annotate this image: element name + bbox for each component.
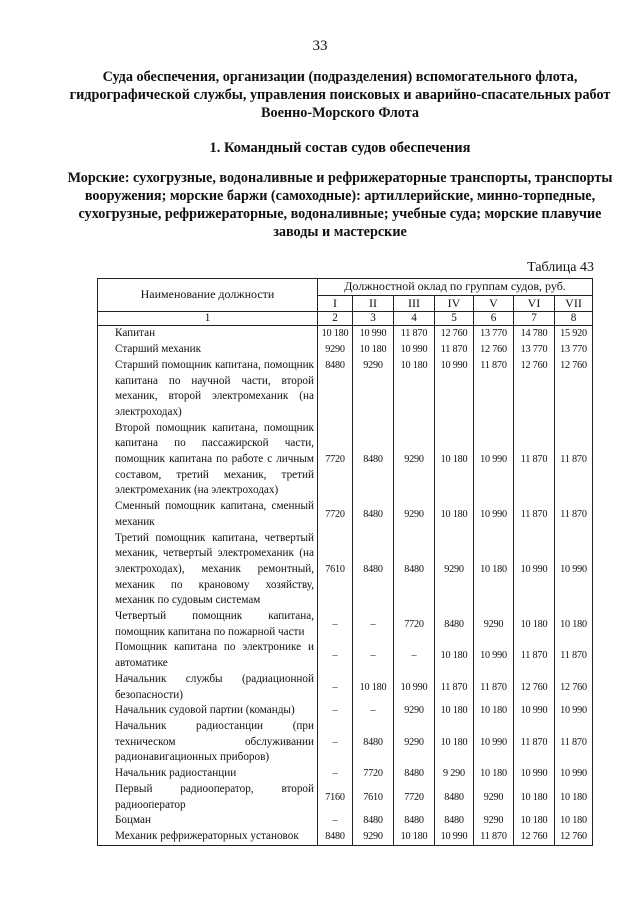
table-row	[98, 421, 593, 500]
header-salary: Должностной оклад по группам судов, руб.	[318, 279, 593, 296]
salary-value: –	[318, 719, 353, 766]
salary-value: 11 870	[474, 672, 514, 703]
salary-value: 9290	[435, 531, 474, 610]
column-number: 2	[318, 312, 353, 326]
position-name: Второй помощник капитана, помощник капитана по пассажирской части, помощник капитана по работе с личным составом, третий механик, третий электромеханик (на электроходах)	[115, 421, 314, 497]
header-name: Наименование должности	[98, 279, 318, 312]
salary-value: 8480	[435, 813, 474, 829]
salary-value: –	[353, 640, 394, 671]
salary-value: 10 990	[514, 703, 555, 719]
salary-value: 10 180	[555, 813, 593, 829]
position-name: Старший механик	[115, 343, 202, 356]
salary-value: 10 990	[474, 640, 514, 671]
salary-value: 7720	[318, 421, 353, 500]
salary-value: 9290	[394, 703, 435, 719]
salary-value: 11 870	[514, 499, 555, 530]
position-name: Помощник капитана по электронике и автоматике	[115, 641, 314, 670]
salary-value: 8480	[394, 766, 435, 782]
salary-value: 12 760	[514, 829, 555, 845]
salary-value: 12 760	[555, 358, 593, 421]
table-row	[98, 358, 593, 421]
salary-value: 9290	[394, 719, 435, 766]
salary-value: 10 180	[474, 766, 514, 782]
salary-value: 11 870	[555, 499, 593, 530]
salary-value: 11 870	[435, 342, 474, 358]
salary-value: –	[318, 813, 353, 829]
position-name: Начальник радиостанции	[115, 767, 237, 780]
salary-value: 9290	[318, 342, 353, 358]
salary-value: 10 990	[394, 342, 435, 358]
page-number: 33	[312, 38, 328, 54]
salary-value: 11 870	[514, 421, 555, 500]
table-row	[98, 531, 593, 610]
salary-value: 14 780	[514, 326, 555, 342]
salary-value: 8480	[435, 782, 474, 813]
salary-value: –	[353, 703, 394, 719]
salary-value: 9290	[474, 609, 514, 640]
position-name: Начальник службы (радиационной безопасности)	[115, 672, 314, 701]
salary-value: 8480	[394, 813, 435, 829]
position-name: Четвертый помощник капитана, помощник капитана по пожарной части	[115, 610, 314, 638]
table-row	[98, 813, 593, 829]
salary-value: 12 760	[514, 358, 555, 421]
salary-value: 7720	[394, 782, 435, 813]
table-row	[98, 640, 593, 671]
salary-value: 10 990	[435, 358, 474, 421]
position-name: Боцман	[115, 814, 151, 827]
salary-value: –	[318, 672, 353, 703]
salary-value: 8480	[318, 829, 353, 845]
group-header: VI	[514, 295, 555, 312]
salary-value: 7720	[394, 609, 435, 640]
salary-value: –	[318, 766, 353, 782]
group-header: VII	[555, 295, 593, 312]
salary-value: 10 990	[474, 719, 514, 766]
salary-value: 10 990	[555, 531, 593, 610]
column-number: 6	[474, 312, 514, 326]
salary-value: 10 990	[394, 672, 435, 703]
table-row	[98, 703, 593, 719]
salary-value: 7720	[318, 499, 353, 530]
salary-value: 10 990	[555, 766, 593, 782]
table-row	[98, 672, 593, 703]
table-row	[98, 342, 593, 358]
salary-value: 8480	[353, 813, 394, 829]
salary-value: 8480	[353, 421, 394, 500]
salary-value: 10 180	[474, 703, 514, 719]
salary-value: 8480	[394, 531, 435, 610]
salary-value: 12 760	[514, 672, 555, 703]
table-row	[98, 782, 593, 813]
salary-value: –	[318, 609, 353, 640]
salary-table	[97, 278, 593, 846]
salary-value: 10 990	[474, 421, 514, 500]
salary-value: 10 180	[318, 326, 353, 342]
salary-value: 11 870	[555, 719, 593, 766]
salary-value: 10 180	[514, 609, 555, 640]
document-heading: Суда обеспечения, организации (подразделения) вспомогательного флота, гидрографической службы, управления поисковых и аварийно-спасательных работ Военно-Морского Флота	[69, 69, 611, 121]
salary-value: –	[318, 703, 353, 719]
column-number: 3	[353, 312, 394, 326]
salary-value: 13 770	[474, 326, 514, 342]
salary-value: 10 180	[555, 782, 593, 813]
salary-value: 13 770	[514, 342, 555, 358]
table-row	[98, 499, 593, 530]
salary-value: 10 990	[435, 829, 474, 845]
salary-value: 10 180	[555, 609, 593, 640]
salary-value: 10 180	[435, 640, 474, 671]
salary-value: 10 180	[394, 358, 435, 421]
group-header: III	[394, 295, 435, 312]
position-name: Начальник радиостанции (при техническом обслуживании радионавигационных приборов)	[115, 719, 314, 764]
salary-value: 11 870	[555, 640, 593, 671]
salary-value: 7720	[353, 766, 394, 782]
table-label: Таблица 43	[527, 260, 594, 275]
salary-value: 9 290	[435, 766, 474, 782]
position-name: Капитан	[115, 327, 156, 340]
salary-value: 12 760	[555, 829, 593, 845]
salary-value: 9290	[474, 782, 514, 813]
position-name: Начальник судовой партии (команды)	[115, 704, 295, 717]
salary-value: 10 990	[514, 766, 555, 782]
salary-value: 8480	[435, 609, 474, 640]
subsection-title: Морские: сухогрузные, водоналивные и рефрижераторные транспорты, транспорты вооружения; морские баржи (самоходные): артиллерийские, минно-торпедные, сухогрузные, рефрижераторные, водоналивные; учебные суда; морские плавучие заводы и мастерские	[67, 170, 613, 240]
salary-value: 10 180	[474, 531, 514, 610]
salary-value: 10 990	[353, 326, 394, 342]
salary-value: 12 760	[474, 342, 514, 358]
salary-value: 12 760	[555, 672, 593, 703]
table-row	[98, 829, 593, 845]
salary-value: 10 180	[435, 703, 474, 719]
salary-value: 8480	[353, 719, 394, 766]
position-name: Первый радиооператор, второй радиооператор	[115, 782, 314, 811]
salary-value: –	[318, 640, 353, 671]
salary-value: 10 180	[394, 829, 435, 845]
salary-value: 9290	[474, 813, 514, 829]
salary-value: 10 180	[353, 342, 394, 358]
salary-value: 11 870	[555, 421, 593, 500]
salary-value: 9290	[353, 358, 394, 421]
salary-value: –	[353, 609, 394, 640]
salary-value: 9290	[394, 499, 435, 530]
column-number: 4	[394, 312, 435, 326]
column-number: 8	[555, 312, 593, 326]
salary-value: 10 990	[474, 499, 514, 530]
salary-value: 11 870	[394, 326, 435, 342]
salary-value: 8480	[318, 358, 353, 421]
table-row	[98, 609, 593, 640]
table-row	[98, 326, 593, 342]
salary-value: 11 870	[474, 358, 514, 421]
group-header: IV	[435, 295, 474, 312]
position-name: Третий помощник капитана, четвертый механик, четвертый электромеханик (на электроходах), механик ремонтный, механик по крановому хозяйству, механик по судовым системам	[115, 531, 314, 607]
salary-value: 8480	[353, 499, 394, 530]
salary-value: 10 180	[514, 782, 555, 813]
salary-value: 11 870	[474, 829, 514, 845]
position-name: Механик рефрижераторных установок	[115, 829, 299, 842]
salary-value: 7160	[318, 782, 353, 813]
salary-value: 10 180	[435, 421, 474, 500]
table-row	[98, 766, 593, 782]
salary-value: 7610	[318, 531, 353, 610]
salary-value: 11 870	[514, 719, 555, 766]
section-title: 1. Командный состав судов обеспечения	[209, 140, 471, 156]
salary-value: 10 990	[514, 531, 555, 610]
salary-value: 7610	[353, 782, 394, 813]
salary-value: 11 870	[435, 672, 474, 703]
column-number: 5	[435, 312, 474, 326]
salary-value: 10 180	[514, 813, 555, 829]
group-header: V	[474, 295, 514, 312]
salary-value: 12 760	[435, 326, 474, 342]
position-name: Старший помощник капитана, помощник капитана по научной части, второй механик, второй электромеханик (на электроходах)	[115, 358, 314, 418]
salary-value: 9290	[353, 829, 394, 845]
position-name: Сменный помощник капитана, сменный механик	[115, 500, 314, 528]
salary-value: 9290	[394, 421, 435, 500]
salary-value: 15 920	[555, 326, 593, 342]
column-number: 1	[98, 312, 318, 326]
salary-value: 10 180	[435, 719, 474, 766]
salary-value: 11 870	[514, 640, 555, 671]
salary-value: 10 990	[555, 703, 593, 719]
table-row	[98, 719, 593, 766]
group-header: I	[318, 295, 353, 312]
salary-value: 13 770	[555, 342, 593, 358]
column-number: 7	[514, 312, 555, 326]
salary-value: 10 180	[435, 499, 474, 530]
salary-value: 10 180	[353, 672, 394, 703]
group-header: II	[353, 295, 394, 312]
salary-value: –	[394, 640, 435, 671]
salary-value: 8480	[353, 531, 394, 610]
